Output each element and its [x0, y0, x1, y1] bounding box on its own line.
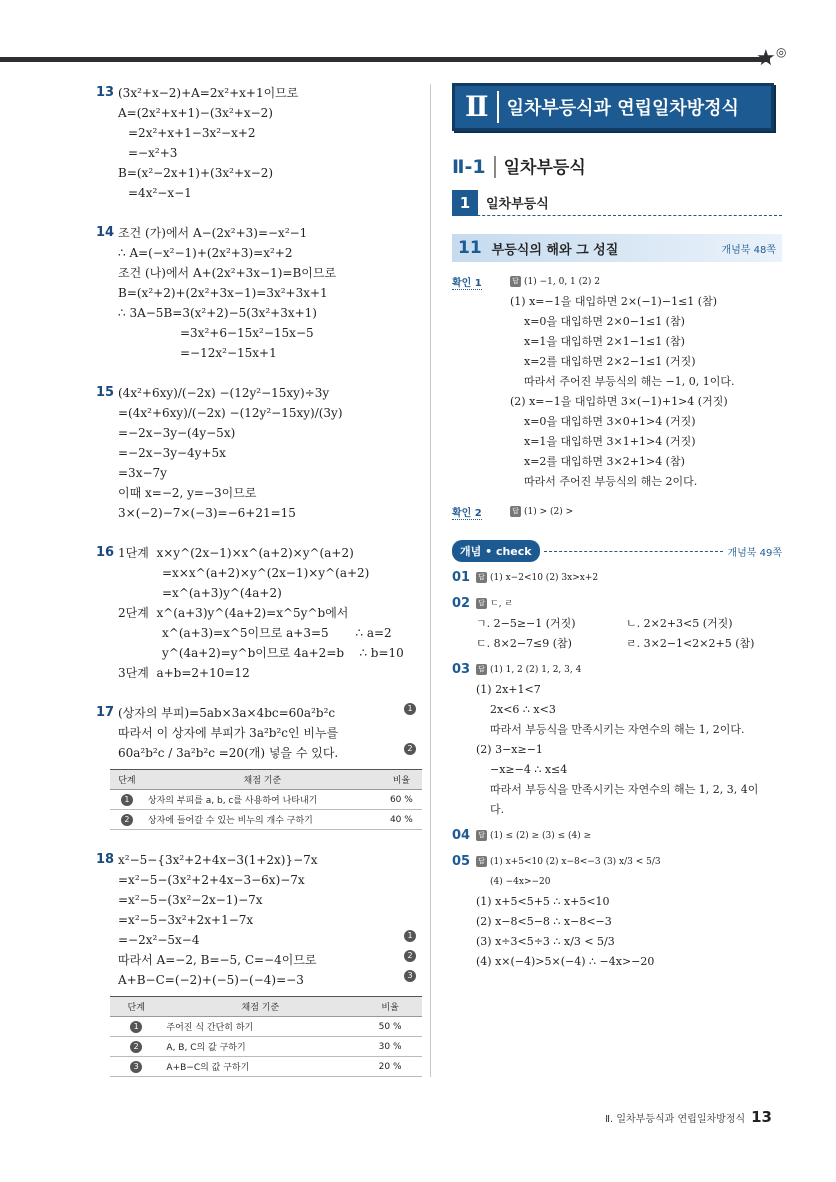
column-divider — [430, 84, 431, 1077]
check-number: 03 — [452, 662, 471, 677]
solution-line: −x≥−4 ∴ x≤4 — [490, 763, 568, 776]
problem-number: 18 — [96, 852, 115, 867]
chapter-roman: Ⅱ — [465, 91, 499, 123]
solution-line: A+B−C=(−2)+(−5)−(−4)=−3 — [118, 973, 304, 987]
confirm-label: 확인 2 — [452, 504, 482, 520]
table-header: 채점 기준 — [144, 770, 381, 790]
right-column — [452, 83, 782, 972]
table-row — [110, 790, 422, 810]
section-heading — [452, 153, 782, 178]
solution-line: 조건 (나)에서 A+(2x²+3x−1)=B이므로 — [118, 266, 337, 280]
solution-line: x^(a+3)y^(4a+2)=x^5y^b에서 — [156, 606, 349, 620]
answer-icon: 답 — [476, 572, 487, 583]
solution-line: =−2x−3y−4y+5x — [118, 446, 226, 460]
check-05 — [452, 852, 782, 972]
section-number: Ⅱ-1 — [452, 156, 496, 178]
score-mark: 1 — [404, 703, 416, 715]
problem-18 — [96, 850, 416, 1077]
table-cell: 30 % — [358, 1037, 422, 1057]
table-cell: A, B, C의 값 구하기 — [162, 1037, 358, 1057]
table-header: 비율 — [358, 997, 422, 1017]
table-row — [110, 1017, 422, 1037]
table-cell: A+B−C의 값 구하기 — [162, 1057, 358, 1077]
concept-check-label: 개념 • check — [452, 540, 540, 562]
solution-line: 따라서 부등식을 만족시키는 자연수의 해는 1, 2, 3, 4이 — [490, 783, 759, 796]
solution-line: (1) 2x+1<7 — [476, 683, 541, 696]
answer-text: (1) x+5<10 (2) x−8<−3 (3) x/3 < 5/3 — [490, 857, 661, 867]
grading-table — [110, 769, 422, 830]
solution-line: x=2를 대입하면 3×2+1>4 (참) — [524, 455, 685, 468]
answer-text: (1) x−2<10 (2) 3x>x+2 — [490, 573, 599, 583]
problem-13 — [96, 83, 416, 203]
problem-number: 13 — [96, 85, 115, 100]
answer-icon: 답 — [476, 830, 487, 841]
topic-number: 11 — [458, 238, 482, 258]
star-icon: ★ — [756, 46, 776, 71]
score-mark: 2 — [404, 950, 416, 962]
swirl-icon: ◎ — [776, 45, 787, 59]
left-column — [96, 83, 416, 1097]
check-04 — [452, 826, 782, 846]
solution-line: 따라서 부등식을 만족시키는 자연수의 해는 1, 2이다. — [490, 723, 745, 736]
reference-page: 개념북 49쪽 — [727, 547, 782, 559]
check-number: 04 — [452, 828, 471, 843]
table-header: 단계 — [110, 770, 144, 790]
solution-line: B=(x²+2)+(2x²+3x−1)=3x²+3x+1 — [118, 286, 328, 300]
score-mark: 2 — [130, 1041, 142, 1053]
answer-icon: 답 — [476, 598, 487, 609]
solution-line: x²−5−{3x²+2+4x−3(1+2x)}−7x — [118, 853, 318, 867]
solution-line: ㄷ. 8×2−7≤9 (참) — [476, 637, 572, 650]
table-cell: 20 % — [358, 1057, 422, 1077]
solution-line: x=1을 대입하면 3×1+1>4 (거짓) — [524, 435, 696, 448]
solution-line: ∴ a=2 — [355, 626, 392, 640]
footer-chapter: Ⅱ. 일차부등식과 연립일차방정식 — [605, 1114, 746, 1125]
solution-line: (4) x×(−4)>5×(−4) ∴ −4x>−20 — [476, 955, 655, 968]
confirm-2 — [452, 502, 782, 522]
solution-line: ㄹ. 3×2−1<2×2+5 (참) — [626, 637, 755, 650]
answer-icon: 답 — [510, 276, 521, 287]
step-label: 3단계 — [118, 666, 149, 680]
answer-text: (1) −1, 0, 1 (2) 2 — [524, 277, 600, 287]
solution-line: B=(x²−2x+1)+(3x²+x−2) — [118, 166, 274, 180]
check-01 — [452, 568, 782, 588]
solution-line: (2) x−8<5−8 ∴ x−8<−3 — [476, 915, 612, 928]
chapter-title-box — [452, 83, 774, 131]
subsection-number: 1 — [452, 190, 478, 216]
table-row — [110, 1057, 422, 1077]
problem-number: 14 — [96, 225, 115, 240]
problem-number: 16 — [96, 545, 115, 560]
check-number: 02 — [452, 596, 471, 611]
table-cell: 40 % — [381, 810, 422, 830]
table-cell: 상자의 부피를 a, b, c를 사용하여 나타내기 — [144, 790, 381, 810]
solution-line: 2x<6 ∴ x<3 — [490, 703, 556, 716]
solution-line: 조건 (가)에서 A−(2x²+3)=−x²−1 — [118, 226, 308, 240]
solution-line: =−12x²−15x+1 — [180, 346, 277, 360]
solution-line: A=(2x²+x+1)−(3x²+x−2) — [118, 106, 273, 120]
solution-line: ㄱ. 2−5≥−1 (거짓) — [476, 617, 576, 630]
solution-line: (3) x÷3<5÷3 ∴ x/3 < 5/3 — [476, 935, 615, 948]
answer-text: (4) −4x>−20 — [490, 877, 551, 887]
solution-line: (1) x+5<5+5 ∴ x+5<10 — [476, 895, 610, 908]
concept-check-header — [452, 540, 782, 562]
score-mark: 2 — [121, 814, 133, 826]
solution-line: 60a²b²c / 3a²b²c =20(개) 넣을 수 있다. — [118, 746, 339, 760]
solution-line: =(4x²+6xy)/(−2x) −(12y²−15xy)/(3y) — [118, 406, 343, 420]
solution-line: =3x−7y — [118, 466, 167, 480]
topic-heading — [452, 234, 782, 262]
solution-line: =3x²+6−15x²−15x−5 — [180, 326, 314, 340]
solution-line: x^(a+3)=x^5이므로 a+3=5 — [162, 626, 329, 640]
solution-line: ∴ b=10 — [359, 646, 404, 660]
table-cell: 50 % — [358, 1017, 422, 1037]
solution-line: =−2x²−5x−4 — [118, 933, 200, 947]
solution-line: =−2x−3y−(4y−5x) — [118, 426, 236, 440]
solution-line: 따라서 이 상자에 부피가 3a²b²c인 비누를 — [118, 726, 339, 740]
answer-text: (1) 1, 2 (2) 1, 2, 3, 4 — [490, 665, 582, 675]
problem-14 — [96, 223, 416, 363]
topic-title: 부등식의 해와 그 성질 — [491, 242, 619, 258]
solution-line: x=2를 대입하면 2×2−1≤1 (거짓) — [524, 355, 696, 368]
problem-16 — [96, 543, 416, 683]
score-mark: 1 — [121, 794, 133, 806]
table-cell: 상자에 들어갈 수 있는 비누의 개수 구하기 — [144, 810, 381, 830]
problem-number: 15 — [96, 385, 115, 400]
score-mark: 1 — [404, 930, 416, 942]
solution-line: 3×(−2)−7×(−3)=−6+21=15 — [118, 506, 296, 520]
solution-line: (상자의 부피)=5ab×3a×4bc=60a²b²c — [118, 706, 336, 720]
subsection-title: 일차부등식 — [486, 197, 549, 212]
solution-line: x=1을 대입하면 2×1−1≤1 (참) — [524, 335, 685, 348]
table-header: 비율 — [381, 770, 422, 790]
page-footer — [605, 1108, 772, 1126]
check-number: 01 — [452, 570, 471, 585]
score-mark: 2 — [404, 743, 416, 755]
table-row — [110, 1037, 422, 1057]
answer-text: (1) > (2) > — [524, 507, 574, 517]
problem-number: 17 — [96, 705, 115, 720]
solution-line: ∴ 3A−5B=3(x²+2)−5(3x²+3x+1) — [118, 306, 317, 320]
confirm-label: 확인 1 — [452, 274, 482, 290]
answer-icon: 답 — [510, 506, 521, 517]
problem-17 — [96, 703, 416, 830]
grading-table — [110, 996, 422, 1077]
solution-line: =x×x^(a+2)×y^(2x−1)×y^(a+2) — [162, 566, 370, 580]
top-bar — [0, 57, 770, 62]
table-header: 단계 — [110, 997, 162, 1017]
score-mark: 3 — [130, 1061, 142, 1073]
solution-line: x×y^(2x−1)×x^(a+2)×y^(a+2) — [156, 546, 354, 560]
page-number: 13 — [751, 1108, 772, 1126]
solution-line: =4x²−x−1 — [128, 186, 192, 200]
table-cell: 60 % — [381, 790, 422, 810]
solution-line: 다. — [490, 803, 505, 816]
solution-line: =−x²+3 — [128, 146, 178, 160]
check-02 — [452, 594, 782, 654]
solution-line: (2) x=−1을 대입하면 3×(−1)+1>4 (거짓) — [510, 395, 728, 408]
solution-line: y^(4a+2)=y^b이므로 4a+2=b — [162, 646, 345, 660]
solution-line: =x²−5−(3x²−2x−1)−7x — [118, 893, 263, 907]
solution-line: =2x²+x+1−3x²−x+2 — [128, 126, 256, 140]
answer-text: ㄷ, ㄹ — [490, 599, 514, 609]
subsection-heading — [452, 190, 782, 216]
check-number: 05 — [452, 854, 471, 869]
confirm-1 — [452, 272, 782, 492]
table-row — [110, 810, 422, 830]
table-header: 채점 기준 — [162, 997, 358, 1017]
solution-line: a+b=2+10=12 — [156, 666, 250, 680]
chapter-title: 일차부등식과 연립일차방정식 — [506, 98, 739, 119]
solution-line: (1) x=−1을 대입하면 2×(−1)−1≤1 (참) — [510, 295, 717, 308]
solution-line: 따라서 주어진 부등식의 해는 2이다. — [524, 475, 698, 488]
answer-icon: 답 — [476, 664, 487, 675]
solution-line: =x²−5−3x²+2x+1−7x — [118, 913, 254, 927]
step-label: 2단계 — [118, 606, 149, 620]
solution-line: =x²−5−(3x²+2+4x−3−6x)−7x — [118, 873, 305, 887]
solution-line: (3x²+x−2)+A=2x²+x+1이므로 — [118, 86, 299, 100]
step-label: 1단계 — [118, 546, 149, 560]
answer-icon: 답 — [476, 856, 487, 867]
check-03 — [452, 660, 782, 820]
solution-line: 따라서 A=−2, B=−5, C=−4이므로 — [118, 953, 317, 967]
solution-line: ∴ A=(−x²−1)+(2x²+3)=x²+2 — [118, 246, 293, 260]
solution-line: =x^(a+3)y^(4a+2) — [162, 586, 282, 600]
score-mark: 1 — [130, 1021, 142, 1033]
solution-line: x=0을 대입하면 3×0+1>4 (거짓) — [524, 415, 696, 428]
solution-line: x=0을 대입하면 2×0−1≤1 (참) — [524, 315, 685, 328]
solution-line: (4x²+6xy)/(−2x) −(12y²−15xy)÷3y — [118, 386, 330, 400]
solution-line: (2) 3−x≥−1 — [476, 743, 543, 756]
solution-line: 따라서 주어진 부등식의 해는 −1, 0, 1이다. — [524, 375, 735, 388]
score-mark: 3 — [404, 970, 416, 982]
answer-text: (1) ≤ (2) ≥ (3) ≤ (4) ≥ — [490, 831, 592, 841]
table-cell: 주어진 식 간단히 하기 — [162, 1017, 358, 1037]
section-title: 일차부등식 — [503, 158, 586, 178]
reference-page: 개념북 48쪽 — [721, 244, 776, 256]
problem-15 — [96, 383, 416, 523]
solution-line: ㄴ. 2×2+3<5 (거짓) — [626, 617, 733, 630]
solution-line: 이때 x=−2, y=−3이므로 — [118, 486, 257, 500]
dashed-rule — [544, 551, 724, 552]
